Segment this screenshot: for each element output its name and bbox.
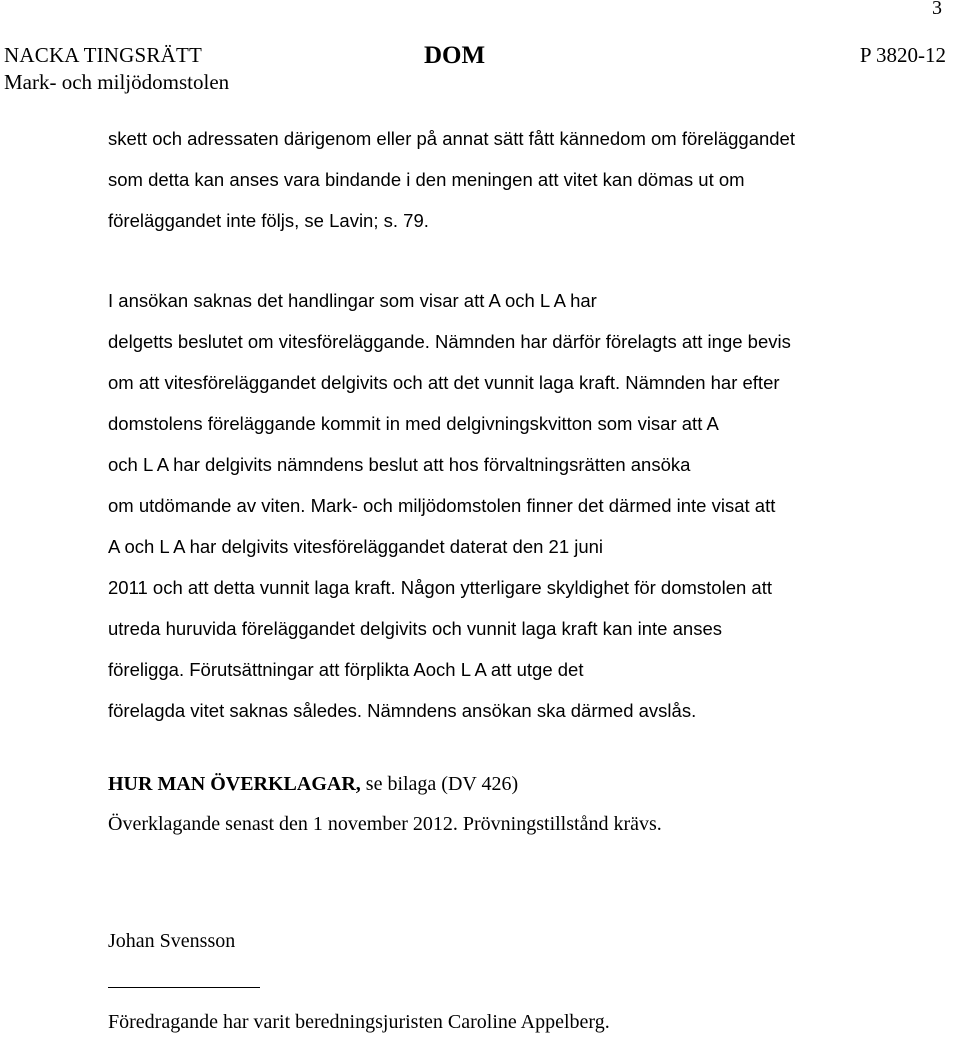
paragraph-line: utreda huruvida föreläggandet delgivits och vunnit laga kraft kan inte anses	[108, 618, 722, 639]
paragraph-line: och L A har delgivits nämndens beslut att hos förvaltningsrätten ansöka	[108, 454, 691, 475]
rapporteur-note: Föredragande har varit beredningsjuristen Caroline Appelberg.	[108, 1011, 610, 1033]
paragraph-line: om att vitesföreläggandet delgivits och att det vunnit laga kraft. Nämnden har efter	[108, 372, 780, 393]
appeal-deadline: Överklagande senast den 1 november 2012. Prövningstillstånd krävs.	[108, 813, 662, 835]
case-number: P 3820-12	[859, 43, 946, 67]
signer-name: Johan Svensson	[108, 930, 236, 952]
court-division: Mark- och miljödomstolen	[4, 70, 230, 94]
paragraph-line: föreläggandet inte följs, se Lavin; s. 79.	[108, 210, 429, 231]
page-number: 3	[932, 0, 942, 19]
paragraph-1	[108, 118, 848, 241]
appeal-section	[108, 764, 662, 844]
paragraph-line: 2011 och att detta vunnit laga kraft. Någon ytterligare skyldighet för domstolen att	[108, 577, 772, 598]
document-type: DOM	[424, 42, 486, 69]
paragraph-2	[108, 280, 848, 731]
paragraph-line: domstolens föreläggande kommit in med delgivningskvitton som visar att A	[108, 413, 719, 434]
document-header	[4, 40, 946, 94]
signature-line	[108, 987, 260, 988]
appeal-heading-line	[108, 764, 662, 804]
paragraph-line: som detta kan anses vara bindande i den meningen att vitet kan dömas ut om	[108, 169, 745, 190]
paragraph-line: I ansökan saknas det handlingar som visar att A och L A har	[108, 290, 597, 311]
appeal-heading: HUR MAN ÖVERKLAGAR,	[108, 773, 361, 795]
appeal-reference: se bilaga (DV 426)	[360, 773, 519, 795]
paragraph-line: skett och adressaten därigenom eller på annat sätt fått kännedom om föreläggandet	[108, 128, 795, 149]
paragraph-line: förelagda vitet saknas således. Nämndens ansökan ska därmed avslås.	[108, 700, 697, 721]
paragraph-line: om utdömande av viten. Mark- och miljödomstolen finner det därmed inte visat att	[108, 495, 776, 516]
paragraph-line: föreligga. Förutsättningar att förplikta Aoch L A att utge det	[108, 659, 584, 680]
paragraph-line: delgetts beslutet om vitesföreläggande. Nämnden har därför förelagts att inge bevis	[108, 331, 791, 352]
paragraph-line: A och L A har delgivits vitesföreläggandet daterat den 21 juni	[108, 536, 604, 557]
court-name: NACKA TINGSRÄTT	[4, 43, 203, 67]
